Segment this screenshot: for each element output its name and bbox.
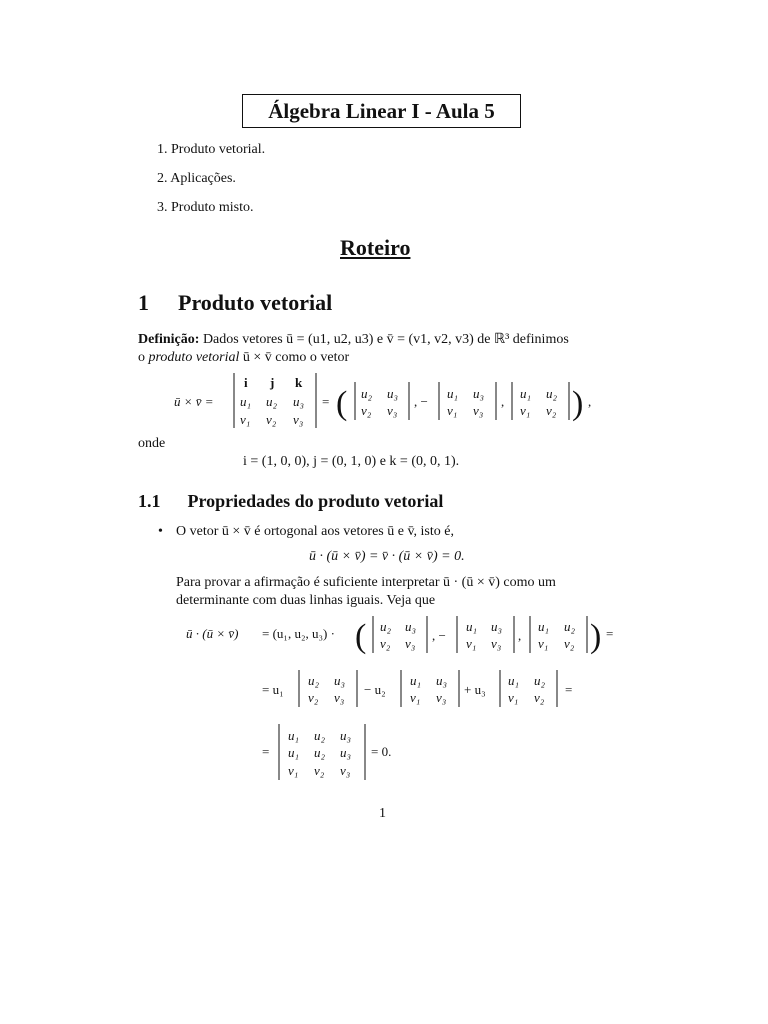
- section-number: 1: [138, 290, 149, 315]
- svg-text:v₃: v₃: [436, 690, 447, 705]
- svg-text:v₃: v₃: [473, 403, 484, 418]
- page-title: Álgebra Linear I - Aula 5: [242, 94, 521, 128]
- svg-text:u₃: u₃: [340, 745, 352, 760]
- svg-text:= 0.: = 0.: [371, 744, 392, 759]
- svg-text:v₃: v₃: [293, 412, 304, 427]
- outline-num: 2.: [157, 171, 168, 186]
- svg-text:u₃: u₃: [293, 394, 305, 409]
- svg-text:= (u₁, u₂, u₃) ·: = (u₁, u₂, u₃) ·: [262, 626, 335, 641]
- svg-text:v₁: v₁: [538, 636, 549, 651]
- svg-text:j: j: [270, 375, 275, 390]
- svg-text:v₂: v₂: [314, 763, 325, 778]
- svg-text:=: =: [262, 744, 270, 759]
- svg-text:u₂: u₂: [534, 673, 546, 688]
- svg-text:v₃: v₃: [491, 636, 502, 651]
- svg-text:v₂: v₂: [361, 403, 372, 418]
- svg-text:u₂: u₂: [361, 386, 373, 401]
- definition-emphasis: produto vetorial: [148, 350, 240, 365]
- svg-text:=: =: [606, 626, 614, 641]
- svg-text:u₂: u₂: [380, 619, 392, 634]
- svg-text:u₁: u₁: [538, 619, 550, 634]
- subsection-number: 1.1: [138, 491, 161, 511]
- svg-text:u₃: u₃: [405, 619, 417, 634]
- svg-text:u₁: u₁: [288, 728, 300, 743]
- svg-text:, −: , −: [414, 394, 428, 409]
- svg-text:u₃: u₃: [491, 619, 503, 634]
- svg-text:u₁: u₁: [288, 745, 300, 760]
- definition-text: o: [138, 350, 149, 365]
- outline-text: Produto vetorial.: [171, 142, 266, 157]
- svg-text:u₂: u₂: [308, 673, 320, 688]
- svg-text:u₁: u₁: [240, 394, 252, 409]
- bullet-icon: •: [158, 524, 163, 539]
- svg-text:v₂: v₂: [564, 636, 575, 651]
- paragraph-line-2: determinante com duas linhas iguais. Veja que: [176, 593, 436, 608]
- svg-text:,: ,: [518, 628, 522, 643]
- paragraph-line-1: Para provar a afirmação é suficiente interpretar ū · (ū × v̄) como um: [176, 575, 556, 590]
- svg-text:v₂: v₂: [546, 403, 557, 418]
- svg-text:u₃: u₃: [436, 673, 448, 688]
- bullet-text: O vetor ū × v̄ é ortogonal aos vetores ū e v̄, isto é,: [176, 524, 454, 539]
- svg-text:v₁: v₁: [508, 690, 519, 705]
- subsection-title: Propriedades do produto vetorial: [187, 491, 444, 511]
- svg-text:v₂: v₂: [308, 690, 319, 705]
- cross-product-formula: [174, 373, 591, 428]
- svg-text:u₂: u₂: [564, 619, 576, 634]
- svg-text:ū × v̄ =: ū × v̄ =: [174, 394, 214, 409]
- svg-text:+ u₃: + u₃: [464, 682, 486, 697]
- svg-text:v₃: v₃: [340, 763, 351, 778]
- svg-text:v₁: v₁: [410, 690, 421, 705]
- svg-text:i: i: [244, 375, 248, 390]
- svg-text:v₃: v₃: [405, 636, 416, 651]
- orthogonality-proof: [186, 616, 613, 780]
- definition-text: ū × v̄ como o vetor: [239, 350, 350, 365]
- svg-text:u₁: u₁: [466, 619, 478, 634]
- svg-text:=: =: [322, 394, 330, 409]
- svg-text:v₁: v₁: [447, 403, 458, 418]
- svg-text:v₂: v₂: [380, 636, 391, 651]
- subsection-heading: [138, 491, 443, 512]
- svg-text:v₁: v₁: [520, 403, 531, 418]
- svg-text:): ): [590, 618, 602, 655]
- svg-text:u₂: u₂: [314, 745, 326, 760]
- bullet-equation: ū · (ū × v̄) = v̄ · (ū × v̄) = 0.: [309, 549, 465, 564]
- svg-text:(: (: [355, 618, 367, 655]
- roteiro-heading: Roteiro: [340, 235, 411, 260]
- svg-text:u₂: u₂: [266, 394, 278, 409]
- svg-text:,: ,: [588, 394, 592, 409]
- onde-label: onde: [138, 436, 166, 451]
- svg-text:= u₁: = u₁: [262, 682, 284, 697]
- svg-text:u₂: u₂: [314, 728, 326, 743]
- section-title: Produto vetorial: [178, 290, 333, 315]
- definition-label: Definição:: [138, 332, 200, 347]
- svg-text:v₃: v₃: [334, 690, 345, 705]
- svg-text:(: (: [336, 385, 348, 422]
- svg-text:v₁: v₁: [240, 412, 251, 427]
- svg-text:, −: , −: [432, 628, 446, 643]
- outline-text: Aplicações.: [170, 171, 236, 186]
- svg-text:u₁: u₁: [447, 386, 459, 401]
- outline-text: Produto misto.: [171, 200, 254, 215]
- svg-text:u₃: u₃: [387, 386, 399, 401]
- svg-text:u₃: u₃: [340, 728, 352, 743]
- svg-text:ū · (ū × v̄): ū · (ū × v̄): [186, 626, 239, 641]
- svg-text:=: =: [565, 682, 573, 697]
- svg-text:u₁: u₁: [508, 673, 520, 688]
- svg-text:v₂: v₂: [266, 412, 277, 427]
- svg-text:u₃: u₃: [473, 386, 485, 401]
- outline-num: 3.: [157, 200, 168, 215]
- definition-text: Dados vetores ū = (u1, u2, u3) e v̄ = (v1, v2, v3) de ℝ³ definimos: [202, 332, 569, 347]
- page-number: 1: [379, 806, 386, 821]
- svg-text:− u₂: − u₂: [364, 682, 386, 697]
- svg-text:,: ,: [501, 394, 505, 409]
- basis-vectors: i = (1, 0, 0), j = (0, 1, 0) e k = (0, 0, 1).: [243, 454, 460, 469]
- svg-text:k: k: [295, 375, 303, 390]
- svg-text:v₃: v₃: [387, 403, 398, 418]
- svg-text:u₁: u₁: [410, 673, 422, 688]
- svg-text:u₃: u₃: [334, 673, 346, 688]
- svg-text:u₁: u₁: [520, 386, 532, 401]
- svg-text:u₂: u₂: [546, 386, 558, 401]
- svg-text:): ): [572, 385, 584, 422]
- svg-text:v₁: v₁: [288, 763, 299, 778]
- outline-num: 1.: [157, 142, 168, 157]
- svg-text:v₁: v₁: [466, 636, 477, 651]
- svg-text:v₂: v₂: [534, 690, 545, 705]
